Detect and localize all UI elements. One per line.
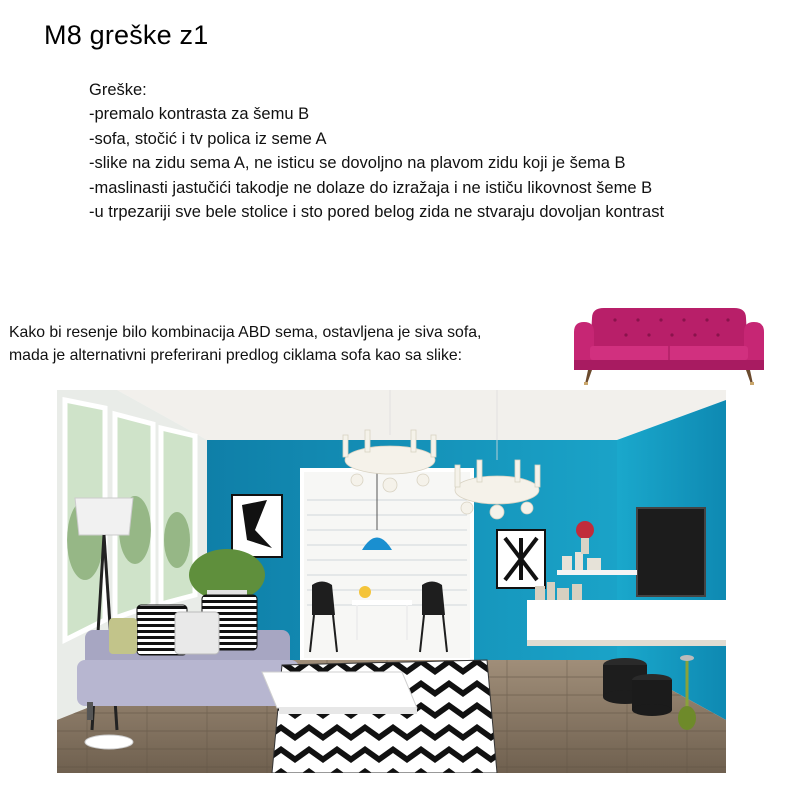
error-notes (89, 78, 689, 224)
note-item: -slike na zidu sema A, ne isticu se dovoljno na plavom zidu koji je šema B (89, 154, 626, 173)
note-item: -premalo kontrasta za šemu B (89, 105, 310, 124)
note-item: -u trpezariji sve bele stolice i sto pored belog zida ne stvaraju dovoljan kontrast (89, 203, 665, 222)
intro-line: mada je alternativni preferirani predlog ciklama sofa kao sa slike: (9, 346, 463, 364)
note-item: -sofa, stočić i tv polica iz seme A (89, 129, 327, 148)
page-title: M8 greške z1 (44, 20, 209, 50)
notes-heading: Greške: (89, 81, 147, 99)
sofa-intro-text (9, 322, 569, 367)
intro-line: Kako bi resenje bilo kombinacija ABD sema, ostavljena je siva sofa, (9, 324, 482, 341)
living-room-collage (57, 390, 726, 773)
magenta-sofa-image (570, 300, 768, 390)
note-item: -maslinasti jastučići takodje ne dolaze do izražaja i ne ističu likovnost šeme B (89, 178, 653, 197)
